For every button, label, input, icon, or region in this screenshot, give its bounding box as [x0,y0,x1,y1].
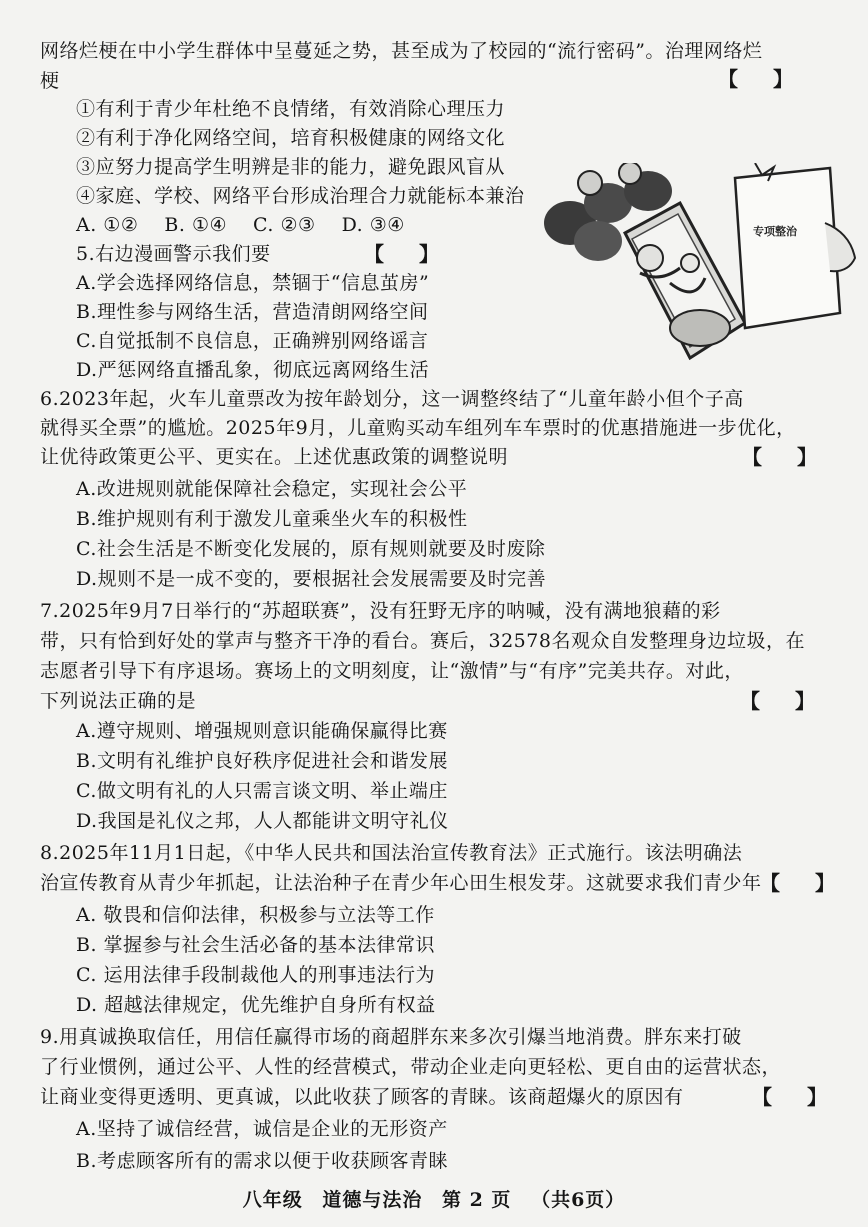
q7-stem-line4: 下列说法正确的是 [40,690,197,712]
q7-stem-line3: 志愿者引导下有序退场。赛场上的文明刻度，让“激情”与“有序”完美共存。对此， [40,660,744,682]
q4-item-4: ④家庭、学校、网络平台形成治理合力就能标本兼治 [76,185,525,207]
q6-option-c: C.社会生活是不断变化发展的，原有规则就要及时废除 [76,538,546,560]
q7-option-c: C.做文明有礼的人只需言谈文明、举止端庄 [76,780,448,802]
q4-stem-line2: 梗 [40,70,60,92]
q4-answer-bracket: 【 】 [718,67,807,91]
page-footer [0,1185,868,1212]
q9-stem-line3: 让商业变得更透明、更真诚，以此收获了顾客的青睐。该商超爆火的原因有 [40,1086,684,1108]
q4-item-1: ①有利于青少年杜绝不良情绪，有效消除心理压力 [76,98,506,120]
footer-total-pages: （共6页） [531,1189,626,1211]
footer-page-number: 第 2 页 [441,1189,512,1211]
q4-stem-line1: 网络烂梗在中小学生群体中呈蔓延之势，甚至成为了校园的“流行密码”。治理网络烂 [40,40,763,62]
q5-answer-bracket: 【 】 [364,242,453,266]
q8-option-b: B. 掌握参与社会生活必备的基本法律常识 [76,934,436,956]
cartoon-sign-text: 专项整治 [753,225,797,238]
q4-options: A. ①② B. ①④ C. ②③ D. ③④ [76,214,405,236]
q9-answer-bracket: 【 】 [752,1085,841,1109]
footer-grade: 八年级 [242,1189,303,1211]
q7-option-a: A.遵守规则、增强规则意识能确保赢得比赛 [76,720,448,742]
q9-stem-line1: 9.用真诚换取信任，用信任赢得市场的商超胖东来多次引爆当地消费。胖东来打破 [40,1026,742,1048]
q7-option-d: D.我国是礼仪之邦，人人都能讲文明守礼仪 [76,810,449,832]
q7-stem-line1: 7.2025年9月7日举行的“苏超联赛”，没有狂野无序的呐喊，没有满地狼藉的彩 [40,600,721,622]
q4-item-3: ③应努力提高学生明辨是非的能力，避免跟风盲从 [76,156,506,178]
q8-option-a: A. 敬畏和信仰法律，积极参与立法等工作 [76,904,435,926]
q9-option-a: A.坚持了诚信经营，诚信是企业的无形资产 [76,1118,448,1140]
q4-item-2: ②有利于净化网络空间，培育积极健康的网络文化 [76,127,506,149]
q6-option-b: B.维护规则有利于激发儿童乘坐火车的积极性 [76,508,468,530]
q9-stem-line2: 了行业惯例，通过公平、人性的经营模式，带动企业走向更轻松、更自由的运营状态， [40,1056,782,1078]
internet-governance-cartoon [530,163,860,373]
q9-option-b: B.考虑顾客所有的需求以便于收获顾客青睐 [76,1150,449,1172]
q6-stem-line2: 就得买全票”的尴尬。2025年9月，儿童购买动车组列车车票时的优惠措施进一步优化， [40,417,796,439]
q8-answer-bracket: 【 】 [760,871,849,895]
q6-answer-bracket: 【 】 [742,445,831,469]
q5-option-b: B.理性参与网络生活，营造清朗网络空间 [76,301,429,323]
q6-option-a: A.改进规则就能保障社会稳定，实现社会公平 [76,478,468,500]
q7-answer-bracket: 【 】 [740,689,829,713]
q8-stem-line2: 治宣传教育从青少年抓起，让法治种子在青少年心田生根发芽。这就要求我们青少年 [40,872,762,894]
q5-option-c: C.自觉抵制不良信息，正确辨别网络谣言 [76,330,429,352]
footer-subject: 道德与法治 [322,1189,423,1211]
q8-stem-line1: 8.2025年11月1日起，《中华人民共和国法治宣传教育法》正式施行。该法明确法 [40,842,743,864]
q8-option-c: C. 运用法律手段制裁他人的刑事违法行为 [76,964,435,986]
q5-stem: 5.右边漫画警示我们要 [76,243,271,265]
q7-option-b: B.文明有礼维护良好秩序促进社会和谐发展 [76,750,449,772]
q6-stem-line1: 6.2023年起，火车儿童票改为按年龄划分，这一调整终结了“儿童年龄小但个子高 [40,388,744,410]
q6-option-d: D.规则不是一成不变的，要根据社会发展需要及时完善 [76,568,547,590]
q7-stem-line2: 带，只有恰到好处的掌声与整齐干净的看台。赛后，32578名观众自发整理身边垃圾，在 [40,630,805,652]
q8-option-d: D. 超越法律规定，优先维护自身所有权益 [76,994,436,1016]
q5-option-d: D.严惩网络直播乱象，彻底远离网络生活 [76,359,430,381]
q6-stem-line3: 让优待政策更公平、更实在。上述优惠政策的调整说明 [40,446,509,468]
q5-option-a: A.学会选择网络信息，禁锢于“信息茧房” [76,272,430,294]
